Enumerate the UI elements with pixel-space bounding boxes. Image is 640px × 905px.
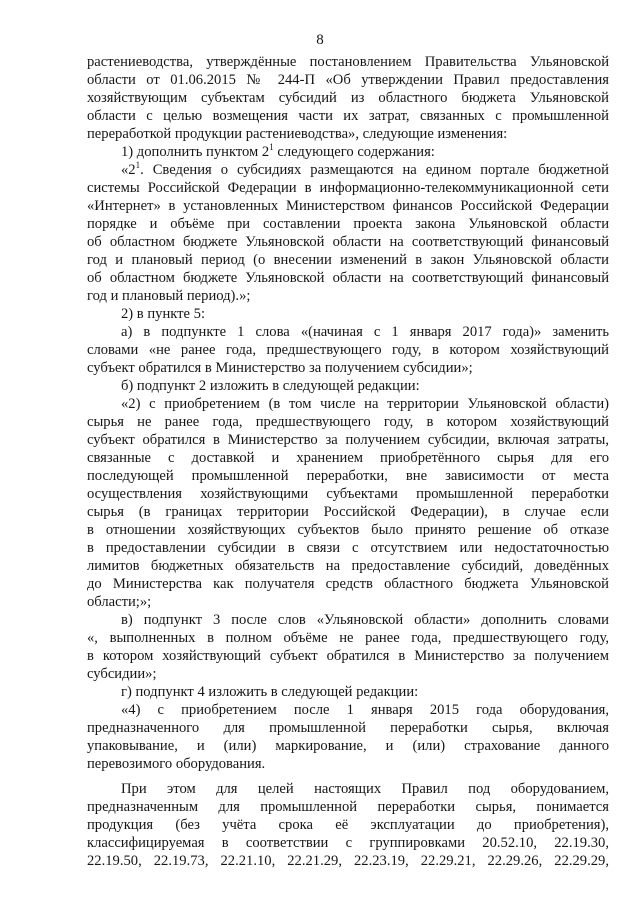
text-line: сырья (в границах территории Российской Федерации), в случае если	[87, 504, 609, 520]
text-line: осуществления хозяйствующими субъектами промышленной переработки	[87, 486, 609, 502]
text-line: переработкой продукции растениеводства», следующие изменения:	[87, 126, 508, 142]
text-line: хозяйствующим субъектам субсидий из областного бюджета Ульяновской	[87, 90, 609, 106]
text-line: системы Российской Федерации в информационно-телекоммуникационной сети	[87, 180, 609, 196]
text-line: 22.19.50, 22.19.73, 22.21.10, 22.21.29, 22.23.19, 22.29.21, 22.29.26, 22.29.29,	[87, 853, 609, 869]
text-line: 2) в пункте 5:	[121, 306, 206, 322]
text-line: б) подпункт 2 изложить в следующей редакции:	[121, 378, 420, 394]
document-body	[87, 53, 609, 870]
text-line: «, выполненных в полном объёме не ранее года, предшествующего году,	[87, 630, 609, 646]
text-line: год и плановый период).»;	[87, 288, 251, 304]
text-line: перевозимого оборудования.	[87, 756, 266, 772]
page-number: 8	[316, 32, 324, 48]
text-line: связанные с доставкой и хранением приобретённого сырья для его	[87, 450, 609, 466]
text-line: «2) с приобретением (в том числе на территории Ульяновской области)	[121, 396, 609, 412]
text-line: год и плановый период (о внесении изменений в закон Ульяновской области	[87, 252, 609, 268]
text-line: области с целью возмещения части их затрат, связанных с промышленной	[87, 108, 609, 124]
text-line: субъект обратился в Министерство за получением субсидии»;	[87, 360, 473, 376]
text-line: «$2^1$. Сведения о субсидиях размещаются на едином портале бюджетной	[121, 160, 609, 178]
text-line: 1) дополнить пунктом $2^1$ следующего содержания:	[121, 142, 435, 160]
superscript: 1	[135, 160, 141, 171]
text-line: об областном бюджете Ульяновской области на соответствующий финансовый	[87, 270, 609, 286]
text-line: предназначенного для промышленной переработки сырья, включая	[87, 720, 609, 736]
text-line: области от 01.06.2015 № 244-П «Об утверждении Правил предоставления	[87, 72, 609, 88]
text-line: продукция (без учёта срока её эксплуатации до приобретения),	[87, 817, 609, 833]
text-line: до Министерства как получателя средств областного бюджета Ульяновской	[87, 576, 609, 592]
text-line: субсидии»;	[87, 666, 157, 682]
text-line: в) подпункт 3 после слов «Ульяновской области» дополнить словами	[121, 612, 609, 628]
text-line: а) в подпункте 1 слова «(начиная с 1 января 2017 года)» заменить	[121, 324, 609, 340]
text-line: упаковывание, и (или) маркирование, и (или) страхование данного	[87, 738, 609, 754]
text-line: «Интернет» в установленных Министерством финансов Российской Федерации	[87, 198, 609, 214]
text-line: последующей промышленной переработки, вне зависимости от места	[87, 468, 609, 484]
text-line: в предоставлении субсидии в связи с отсутствием или недостаточностью	[87, 540, 609, 556]
text-line: в котором хозяйствующий субъект обратился в Министерство за получением	[87, 648, 609, 664]
text-line: области;»;	[87, 594, 152, 610]
text-line: г) подпункт 4 изложить в следующей редакции:	[121, 684, 419, 700]
text-line: предназначенным для промышленной переработки сырья, понимается	[87, 799, 609, 815]
text-line: порядке и объёме при составлении проекта закона Ульяновской области	[87, 216, 609, 232]
text-line: в отношении хозяйствующих субъектов было принято решение об отказе	[87, 522, 609, 538]
superscript: 1	[269, 142, 274, 153]
text-line: «4) с приобретением после 1 января 2015 года оборудования,	[121, 702, 609, 718]
text-line: об областном бюджете Ульяновской области на соответствующий финансовый	[87, 234, 609, 250]
text-line: субъект обратился в Министерство за получением субсидии, включая затраты,	[87, 432, 609, 448]
text-line: растениеводства, утверждённые постановлением Правительства Ульяновской	[87, 54, 609, 70]
text-line: классифицируемая в соответствии с группировками 20.52.10, 22.19.30,	[87, 835, 609, 851]
text-line: лимитов бюджетных обязательств на предоставление субсидий, доведённых	[87, 558, 609, 574]
text-line: При этом для целей настоящих Правил под оборудованием,	[121, 781, 609, 797]
text-line: сырья не ранее года, предшествующего году, в котором хозяйствующий	[87, 414, 609, 430]
text-line: словами «не ранее года, предшествующего году, в котором хозяйствующий	[87, 342, 609, 358]
